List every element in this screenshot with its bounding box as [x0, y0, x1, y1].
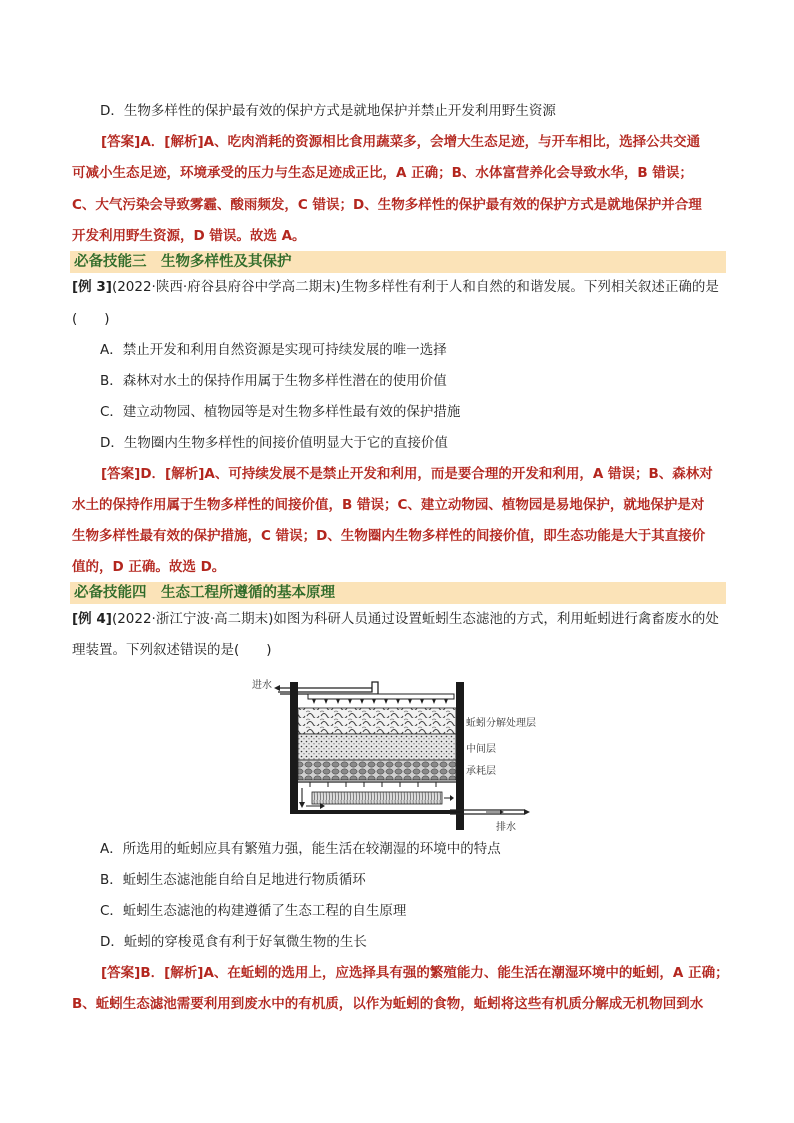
inlet-label: 进水	[252, 680, 272, 691]
q3-stem-text: (2022·陕西·府谷县府谷中学高二期末)生物多样性有利于人和自然的和谐发展。下列相关叙述正确的是	[111, 279, 719, 295]
support-layer	[298, 760, 456, 780]
q3-option-d: D．生物圈内生物多样性的间接价值明显大于它的直接价值	[100, 435, 448, 451]
q4-stem-line-1	[72, 609, 719, 629]
q2-answer-line-1: [答案]A．[解析]A、吃肉消耗的资源相比食用蔬菜多，会增大生态足迹，与开车相比，选择公共交通	[101, 134, 701, 150]
q3-answer-line-1: [答案]D．[解析]A、可持续发展不是禁止开发和利用，而是要合理的开发和利用，A 错误；B、森林对	[101, 466, 713, 482]
q4-stem-line-2: 理装置。下列叙述错误的是( )	[72, 642, 272, 658]
q3-answer-line-4: 值的，D 正确。故选 D。	[72, 559, 226, 575]
q3-option-a: A．禁止开发和利用自然资源是实现可持续发展的唯一选择	[100, 342, 447, 358]
q3-answer-line-3: 生物多样性最有效的保护措施，C 错误；D、生物圈内生物多样性的间接价值，即生态功能是大于其直接价	[72, 528, 706, 544]
section-banner-3	[70, 251, 726, 273]
earthworm-filter-diagram	[250, 670, 550, 832]
layer-label-support: 承耗层	[466, 766, 496, 777]
section-banner-4	[70, 582, 726, 604]
q2-answer-line-2: 可减小生态足迹，环境承受的压力与生态足迹成正比，A 正确；B、水体富营养化会导致水华，B 错误；	[72, 165, 693, 181]
q4-option-c: C．蚯蚓生态滤池的构建遵循了生态工程的自生原理	[100, 903, 407, 919]
q4-stem-text: (2022·浙江宁波·高二期末)如图为科研人员通过设置蚯蚓生态滤池的方式，利用蚯蚓进行禽畜废水的处	[111, 611, 719, 627]
decomposition-layer	[298, 708, 456, 734]
section-title-4: 必备技能四 生态工程所遵循的基本原理	[74, 585, 335, 601]
collector-layer	[312, 792, 442, 804]
q2-option-d: D．生物多样性的保护最有效的保护方式是就地保护并禁止开发利用野生资源	[100, 103, 556, 119]
q3-answer-line-2: 水土的保持作用属于生物多样性的间接价值，B 错误；C、建立动物园、植物园是易地保护，就地保护是对	[72, 497, 705, 513]
q3-tag: [例 3]	[72, 279, 112, 295]
q3-stem-line-1	[72, 277, 719, 297]
q4-tag: [例 4]	[72, 611, 112, 627]
sprinkler-nozzles	[312, 699, 448, 704]
q4-option-d: D．蚯蚓的穿梭觅食有利于好氧微生物的生长	[100, 934, 367, 950]
q3-stem-line-2: ( )	[72, 311, 110, 327]
q2-answer-line-4: 开发利用野生资源，D 错误。故选 A。	[72, 228, 306, 244]
outlet-label: 排水	[496, 822, 516, 833]
q2-answer-line-3: C、大气污染会导致雾霾、酸雨频发，C 错误；D、生物多样性的保护最有效的保护方式是就地保护并合理	[72, 197, 702, 213]
q4-answer-line-1: [答案]B．[解析]A、在蚯蚓的选用上，应选择具有强的繁殖能力、能生活在潮湿环境中的蚯蚓，A 正确；	[101, 965, 729, 981]
middle-layer	[298, 734, 456, 760]
q3-option-c: C．建立动物园、植物园等是对生物多样性最有效的保护措施	[100, 404, 461, 420]
q4-option-b: B．蚯蚓生态滤池能自给自足地进行物质循环	[100, 872, 366, 888]
q4-option-a: A．所选用的蚯蚓应具有繁殖力强，能生活在较潮湿的环境中的特点	[100, 841, 501, 857]
q4-answer-line-2: B、蚯蚓生态滤池需要利用到废水中的有机质，以作为蚯蚓的食物，蚯蚓将这些有机质分解成无机物回到水	[72, 996, 704, 1012]
q3-option-b: B．森林对水土的保持作用属于生物多样性潜在的使用价值	[100, 373, 447, 389]
layer-label-decomposition: 蚯蚓分解处理层	[466, 718, 536, 729]
filter-diagram-svg	[250, 670, 550, 832]
section-title-3: 必备技能三 生物多样性及其保护	[74, 254, 292, 270]
layer-label-middle: 中间层	[466, 744, 496, 755]
